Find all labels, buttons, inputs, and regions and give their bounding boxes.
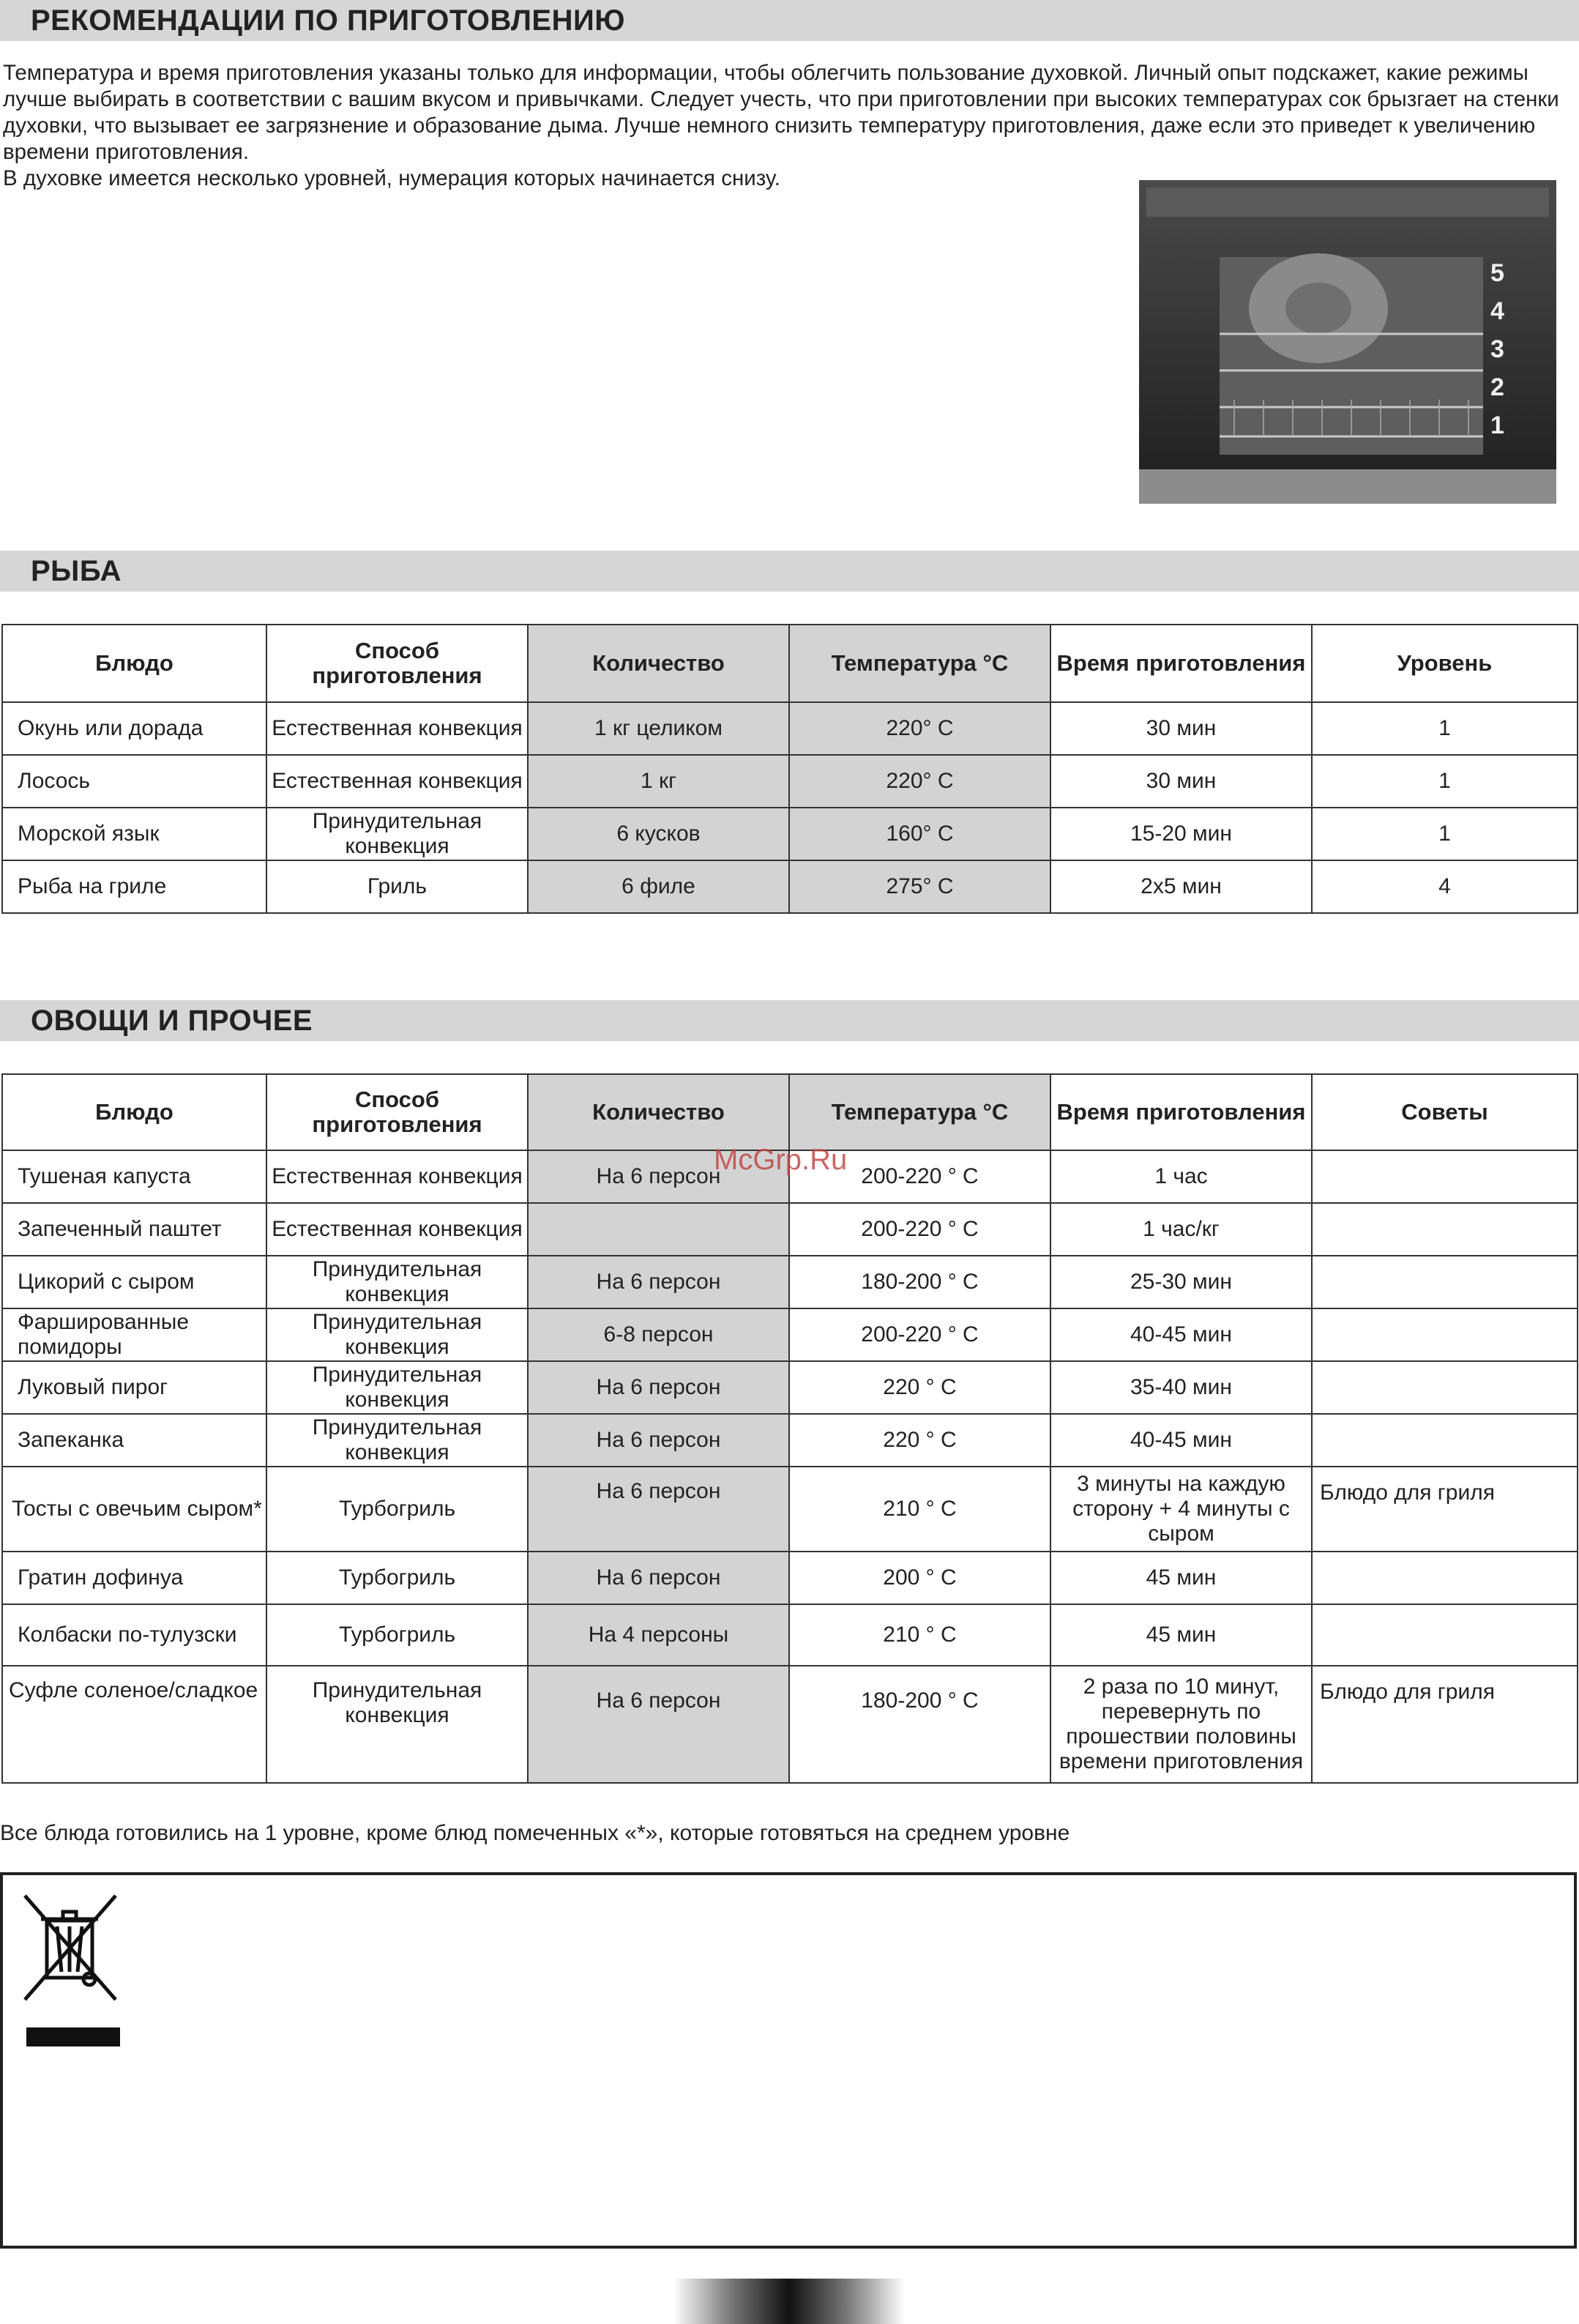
quantity-cell: На 6 персон: [528, 1361, 789, 1414]
oven-photo: [1139, 180, 1556, 504]
veg-header-row: [2, 1074, 1578, 1150]
veg-header-quantity: Количество: [528, 1074, 789, 1150]
temperature-cell: 180-200 ° C: [789, 1666, 1050, 1783]
temperature-cell: 180-200 ° C: [789, 1256, 1050, 1308]
dish-cell: Тушеная капуста: [2, 1150, 266, 1203]
quantity-cell: На 6 персон: [528, 1256, 789, 1308]
temperature-cell: 200-220 ° C: [789, 1308, 1050, 1361]
method-cell: Принудительная конвекция: [266, 1361, 528, 1414]
table-row: [2, 808, 1578, 860]
tips-cell: Блюдо для гриля: [1312, 1467, 1578, 1552]
dish-cell: Суфле соленое/сладкое: [2, 1666, 266, 1783]
temperature-cell: 160° C: [789, 808, 1050, 860]
oven-level-1: 1: [1490, 411, 1504, 439]
table-row: [2, 702, 1578, 755]
quantity-cell: 6-8 персон: [528, 1308, 789, 1361]
temperature-cell: 200 ° C: [789, 1552, 1050, 1604]
time-cell: 3 минуты на каждую сторону + 4 минуты с сыром: [1050, 1467, 1312, 1552]
table-row: [2, 1552, 1578, 1604]
dish-cell: Луковый пирог: [2, 1361, 266, 1414]
fish-table: [1, 624, 1578, 914]
tips-cell: [1312, 1203, 1578, 1256]
time-cell: 2 раза по 10 минут, перевернуть по прошествии половины времени приготовления: [1050, 1666, 1312, 1783]
quantity-cell: 1 кг целиком: [528, 702, 789, 755]
dish-cell: Окунь или дорада: [2, 702, 266, 755]
time-cell: 45 мин: [1050, 1552, 1312, 1604]
time-cell: 1 час/кг: [1050, 1203, 1312, 1256]
time-cell: 45 мин: [1050, 1604, 1312, 1666]
level-cell: 1: [1312, 702, 1578, 755]
fish-header-quantity: Количество: [528, 625, 789, 702]
table-row: [2, 1256, 1578, 1308]
quantity-cell: На 6 персон: [528, 1150, 789, 1203]
tips-cell: [1312, 1256, 1578, 1308]
fish-header-temperature: Температура °C: [789, 625, 1050, 702]
quantity-cell: На 6 персон: [528, 1414, 789, 1467]
method-cell: Принудительная конвекция: [266, 1308, 528, 1361]
section-title-fish: РЫБА: [0, 551, 1579, 592]
oven-level-5: 5: [1490, 259, 1504, 287]
quantity-cell: На 6 персон: [528, 1467, 789, 1552]
watermark: McGrp.Ru: [714, 1144, 848, 1176]
quantity-cell: 1 кг: [528, 755, 789, 808]
temperature-cell: 220 ° C: [789, 1361, 1050, 1414]
quantity-cell: На 6 персон: [528, 1552, 789, 1604]
table-row: [2, 1467, 1578, 1552]
oven-level-4: 4: [1490, 297, 1504, 325]
table-row: [2, 1666, 1578, 1783]
method-cell: Естественная конвекция: [266, 702, 528, 755]
temperature-cell: 275° C: [789, 860, 1050, 913]
table-row: [2, 755, 1578, 808]
vegetables-table: [1, 1073, 1578, 1784]
method-cell: Турбогриль: [266, 1604, 528, 1666]
veg-header-tips: Советы: [1312, 1074, 1578, 1150]
tips-cell: [1312, 1552, 1578, 1604]
method-cell: Турбогриль: [266, 1467, 528, 1552]
time-cell: 30 мин: [1050, 755, 1312, 808]
temperature-cell: 220 ° C: [789, 1414, 1050, 1467]
dish-cell: Рыба на гриле: [2, 860, 266, 913]
tips-cell: Блюдо для гриля: [1312, 1666, 1578, 1783]
tips-cell: [1312, 1361, 1578, 1414]
table-row: [2, 1308, 1578, 1361]
page-tab: [673, 2279, 905, 2324]
dish-cell: Тосты с овечьим сыром*: [2, 1467, 266, 1552]
method-cell: Естественная конвекция: [266, 1150, 528, 1203]
table-row: [2, 1203, 1578, 1256]
dish-cell: Запеканка: [2, 1414, 266, 1467]
quantity-cell: На 4 персоны: [528, 1604, 789, 1666]
method-cell: Принудительная конвекция: [266, 808, 528, 860]
intro-paragraph-1: Температура и время приготовления указаны только для информации, чтобы облегчить пользование духовкой. Личный опыт подскажет, какие режимы лучше выбирать в соответствии с вашим вкусом и привычками. Следует учесть, что при приготовлении при высоких температурах сок брызгает на стенки духовки, что вызывает ее загрязнение и образование дыма. Лучше немного снизить температуру приготовления, даже если это приведет к увеличению времени приготовления.: [3, 61, 1559, 164]
tips-cell: [1312, 1150, 1578, 1203]
tips-cell: [1312, 1604, 1578, 1666]
time-cell: 40-45 мин: [1050, 1414, 1312, 1467]
dish-cell: Фаршированные помидоры: [2, 1308, 266, 1361]
quantity-cell: 6 кусков: [528, 808, 789, 860]
quantity-cell: 6 филе: [528, 860, 789, 913]
dish-cell: Морской язык: [2, 808, 266, 860]
temperature-cell: 220° C: [789, 702, 1050, 755]
section-title-recommendations: РЕКОМЕНДАЦИИ ПО ПРИГОТОВЛЕНИЮ: [0, 0, 1579, 41]
table-row: [2, 860, 1578, 913]
time-cell: 2x5 мин: [1050, 860, 1312, 913]
veg-header-method: Способ приготовления: [266, 1074, 528, 1150]
level-cell: 1: [1312, 808, 1578, 860]
fish-header-row: [2, 625, 1578, 702]
method-cell: Принудительная конвекция: [266, 1414, 528, 1467]
crossed-bin-icon: [19, 1890, 122, 2051]
table-row: [2, 1414, 1578, 1467]
temperature-cell: 210 ° C: [789, 1467, 1050, 1552]
fish-header-time: Время приготовления: [1050, 625, 1312, 702]
quantity-cell: [528, 1203, 789, 1256]
section-title-vegetables: ОВОЩИ И ПРОЧЕЕ: [0, 1000, 1579, 1041]
tips-cell: [1312, 1414, 1578, 1467]
dish-cell: Лосось: [2, 755, 266, 808]
time-cell: 1 час: [1050, 1150, 1312, 1203]
oven-level-3: 3: [1490, 335, 1504, 363]
weee-notice-box: [0, 1872, 1577, 2249]
intro-paragraph-2: В духовке имеется несколько уровней, нумерация которых начинается снизу.: [3, 166, 780, 190]
temperature-cell: 220° C: [789, 755, 1050, 808]
table-row: [2, 1604, 1578, 1666]
veg-header-time: Время приготовления: [1050, 1074, 1312, 1150]
temperature-cell: 200-220 ° C: [789, 1150, 1050, 1203]
fish-header-level: Уровень: [1312, 625, 1578, 702]
time-cell: 15-20 мин: [1050, 808, 1312, 860]
time-cell: 30 мин: [1050, 702, 1312, 755]
dish-cell: Колбаски по-тулузски: [2, 1604, 266, 1666]
footnote: Все блюда готовились на 1 уровне, кроме блюд помеченных «*», которые готовяться на среднем уровне: [0, 1821, 1070, 1845]
dish-cell: Запеченный паштет: [2, 1203, 266, 1256]
method-cell: Принудительная конвекция: [266, 1256, 528, 1308]
quantity-cell: На 6 персон: [528, 1666, 789, 1783]
method-cell: Турбогриль: [266, 1552, 528, 1604]
tips-cell: [1312, 1308, 1578, 1361]
method-cell: Гриль: [266, 860, 528, 913]
dish-cell: Гратин дофинуа: [2, 1552, 266, 1604]
table-row: [2, 1361, 1578, 1414]
method-cell: Естественная конвекция: [266, 1203, 528, 1256]
method-cell: Принудительная конвекция: [266, 1666, 528, 1783]
time-cell: 40-45 мин: [1050, 1308, 1312, 1361]
intro-text: [3, 60, 1577, 192]
veg-header-temperature: Температура °C: [789, 1074, 1050, 1150]
oven-level-2: 2: [1490, 373, 1504, 401]
time-cell: 25-30 мин: [1050, 1256, 1312, 1308]
level-cell: 1: [1312, 755, 1578, 808]
level-cell: 4: [1312, 860, 1578, 913]
time-cell: 35-40 мин: [1050, 1361, 1312, 1414]
temperature-cell: 200-220 ° C: [789, 1203, 1050, 1256]
temperature-cell: 210 ° C: [789, 1604, 1050, 1666]
dish-cell: Цикорий с сыром: [2, 1256, 266, 1308]
fish-header-method: Способ приготовления: [266, 625, 528, 702]
method-cell: Естественная конвекция: [266, 755, 528, 808]
fish-header-dish: Блюдо: [2, 625, 266, 702]
veg-header-dish: Блюдо: [2, 1074, 266, 1150]
